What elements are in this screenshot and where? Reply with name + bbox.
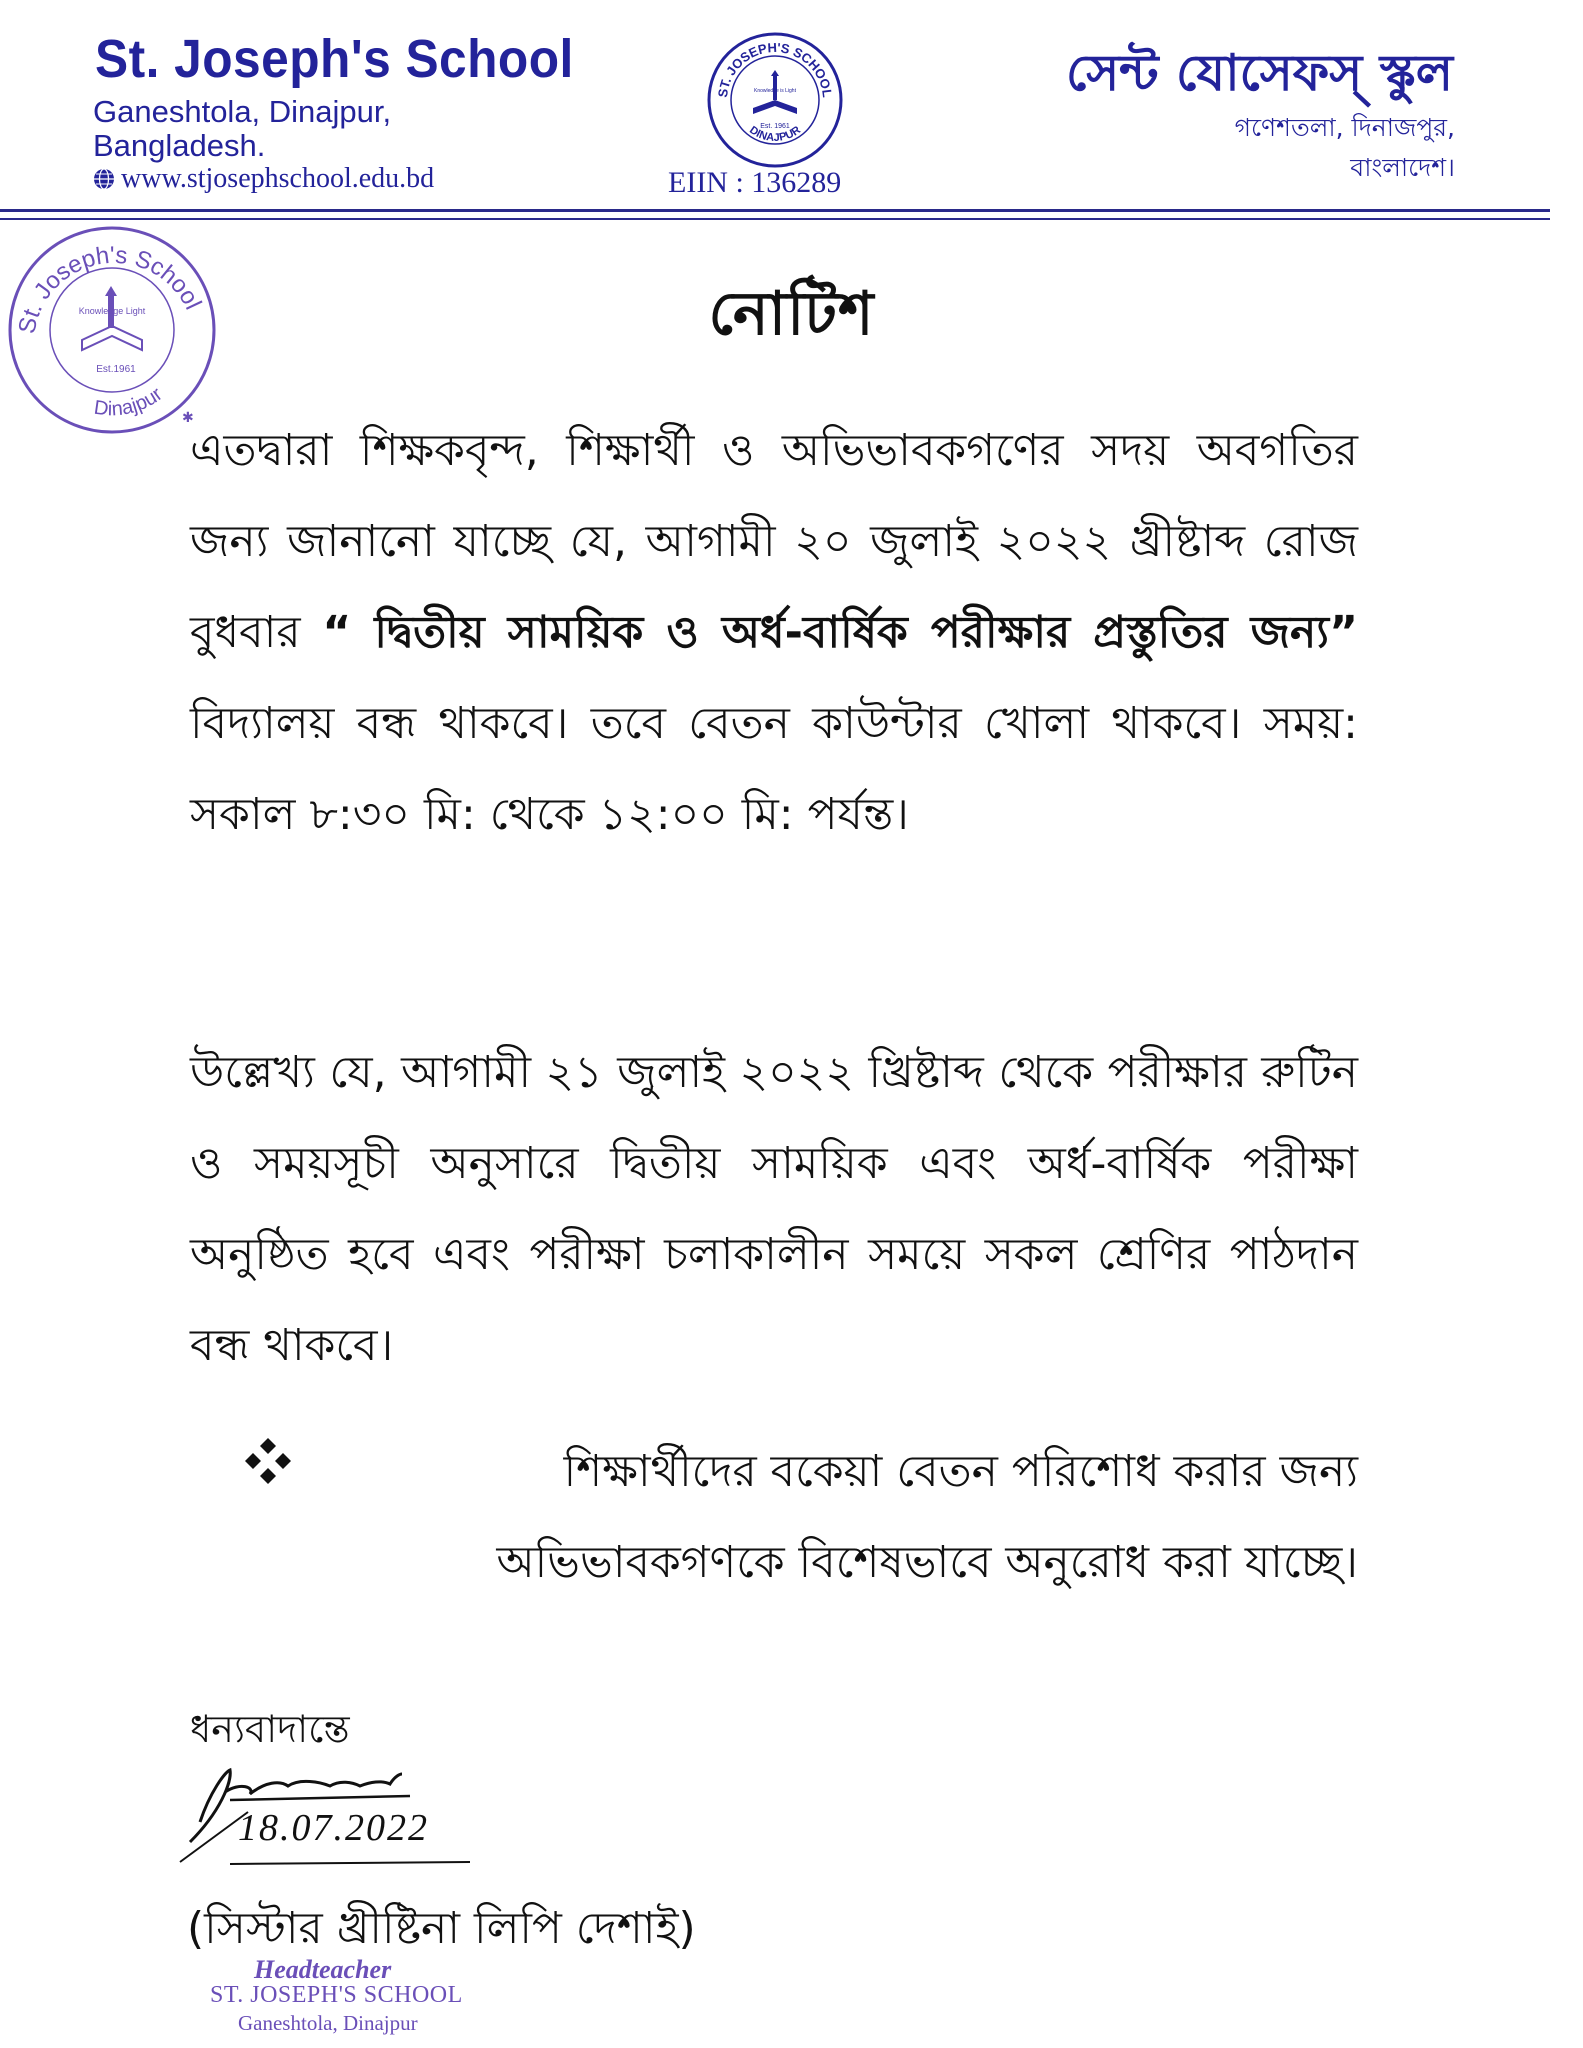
- svg-text:St. Joseph's School: St. Joseph's School: [13, 241, 207, 336]
- bullet-note: [380, 1426, 1358, 1608]
- svg-text:Knowledge is Light: Knowledge is Light: [754, 88, 796, 94]
- school-address-en: [93, 95, 391, 163]
- school-name-en: St. Joseph's School: [95, 29, 574, 89]
- svg-text:Est. 1961: Est. 1961: [760, 123, 790, 130]
- school-address-bn: [1235, 108, 1455, 188]
- para1-outro: বিদ্যালয় বন্ধ থাকবে। তবে বেতন কাউন্টার খোলা থাকবে। সময়: সকাল ৮:৩০ মি: থেকে ১২:০০ মি: পর্যন্ত।: [190, 698, 1358, 840]
- para1-highlight: “ দ্বিতীয় সাময়িক ও অর্ধ-বার্ষিক পরীক্ষার প্রস্তুতির জন্য”: [322, 607, 1358, 658]
- school-logo: [705, 30, 845, 170]
- svg-text:Knowledge Light: Knowledge Light: [78, 306, 146, 316]
- signature-date: 18.07.2022: [238, 1807, 429, 1849]
- eiin-number: EIIN : 136289: [668, 166, 842, 199]
- notice-paragraph-2: উল্লেখ্য যে, আগামী ২১ জুলাই ২০২২ খ্রিষ্টাব্দ থেকে পরীক্ষার রুটিন ও সময়সূচী অনুসারে দ্বিতীয় সাময়িক এবং অর্ধ-বার্ষিক পরীক্ষা অনুষ্ঠিত হবে এবং পরীক্ষা চলাকালীন সময়ে সকল শ্রেণির পাঠদান বন্ধ থাকবে।: [190, 1047, 1358, 1371]
- svg-text:✱: ✱: [182, 410, 194, 426]
- svg-text:Dinajpur: Dinajpur: [92, 383, 167, 421]
- stamp-role: Headteacher: [254, 1955, 392, 1984]
- address-bn-line-1: গণেশতলা, দিনাজপুর,: [1234, 113, 1455, 142]
- para1-intro: এতদ্বারা শিক্ষকবৃন্দ, শিক্ষার্থী ও অভিভাবকগণের সদয় অবগতির জন্য জানানো যাচ্ছে যে, আগামী ২০ জুলাই ২০২২ খ্রীষ্টাব্দ রোজ বুধবার: [190, 425, 1358, 658]
- header-divider-secondary: [0, 218, 1550, 220]
- address-line-2: Bangladesh.: [93, 128, 266, 163]
- website: [93, 163, 434, 195]
- website-url: www.stjosephschool.edu.bd: [121, 163, 435, 194]
- address-bn-line-2: বাংলাদেশ।: [1350, 153, 1455, 182]
- school-name-bn: সেন্ট যোসেফস্ স্কুল: [1065, 44, 1453, 102]
- stamp-school: ST. JOSEPH'S SCHOOL: [210, 1982, 463, 2008]
- notice-paragraph-1: [190, 405, 1358, 860]
- svg-text:ST. JOSEPH'S SCHOOL: ST. JOSEPH'S SCHOOL: [714, 39, 836, 99]
- header-divider: [0, 209, 1550, 212]
- address-line-1: Ganeshtola, Dinajpur,: [93, 94, 392, 129]
- svg-text:Est.1961: Est.1961: [96, 364, 136, 375]
- closing-thanks: ধন্যবাদান্তে: [190, 1707, 350, 1751]
- stamp-place: Ganeshtola, Dinajpur: [238, 2011, 418, 2035]
- diamond-bullet-icon: [243, 1436, 293, 1486]
- notice-title: নোটিশ: [708, 279, 875, 349]
- signer-name: (সিস্টার খ্রীষ্টিনা লিপি দেশাই): [187, 1903, 696, 1954]
- svg-text:DINAJPUR: DINAJPUR: [747, 124, 803, 145]
- bullet-line-2: অভিভাবকগণকে বিশেষভাবে অনুরোধ করা যাচ্ছে।: [496, 1537, 1358, 1588]
- bullet-line-1: শিক্ষার্থীদের বকেয়া বেতন পরিশোধ করার জন্য: [563, 1446, 1358, 1497]
- globe-icon: [93, 168, 115, 190]
